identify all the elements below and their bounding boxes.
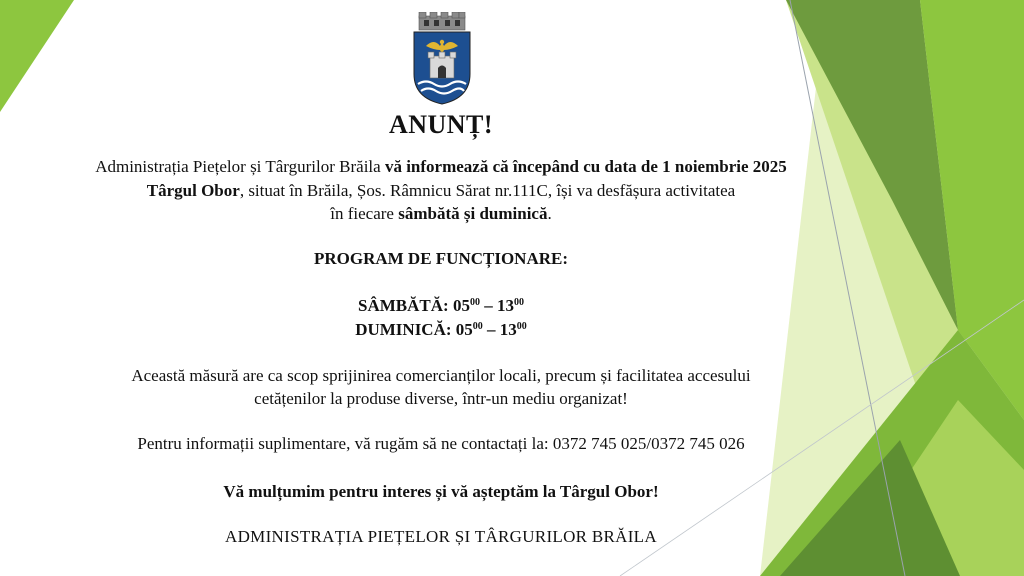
saturday-hours <box>0 296 882 316</box>
sunday-end-minutes: 00 <box>516 321 527 332</box>
saturday-label: SÂMBĂTĂ: <box>358 296 453 315</box>
operating-days: sâmbătă și duminică <box>398 204 548 223</box>
thanks-message: Vă mulțumim pentru interes și vă așteptăm la Târgul Obor! <box>223 482 659 501</box>
signature: ADMINISTRAȚIA PIEȚELOR ȘI TÂRGURILOR BRĂILA <box>225 527 657 546</box>
sunday-hours <box>0 320 882 340</box>
saturday-start-hour: 05 <box>452 296 470 315</box>
market-address: , situat în Brăila, Șos. Râmnicu Sărat nr.111C, își va desfășura activitatea <box>239 181 736 200</box>
intro-line-2 <box>0 181 882 201</box>
intro-line-1 <box>0 157 882 177</box>
program-heading: PROGRAM DE FUNCȚIONARE: <box>313 249 569 268</box>
contact-info: Pentru informații suplimentare, vă rugăm să ne contactați la: 0372 745 025/0372 745 026 <box>137 434 745 453</box>
intro-line-3 <box>0 204 882 224</box>
saturday-separator: – <box>479 296 497 315</box>
sunday-start-minutes: 00 <box>472 321 483 332</box>
sunday-start-hour: 05 <box>455 320 473 339</box>
sunday-end-hour: 13 <box>499 320 517 339</box>
announcement-title: ANUNȚ! <box>388 110 494 139</box>
market-name: Târgul Obor <box>146 181 240 200</box>
sunday-separator: – <box>482 320 500 339</box>
intro-bold-text: vă informează că începând cu data de 1 noiembrie 2025 <box>384 157 787 176</box>
saturday-end-hour: 13 <box>496 296 514 315</box>
purpose-line-2: cetățenilor la produse diverse, într-un mediu organizat! <box>254 389 628 408</box>
saturday-end-minutes: 00 <box>513 297 524 308</box>
intro-line-3-text: în fiecare <box>330 204 399 223</box>
saturday-start-minutes: 00 <box>469 297 480 308</box>
purpose-line-1: Această măsură are ca scop sprijinirea comercianților locali, precum și facilitatea accesului <box>131 366 751 385</box>
intro-text: Administrația Piețelor și Târgurilor Brăila <box>95 157 385 176</box>
sunday-label: DUMINICĂ: <box>355 320 456 339</box>
coat-of-arms-icon <box>410 12 474 106</box>
intro-line-3-end: . <box>547 204 552 223</box>
